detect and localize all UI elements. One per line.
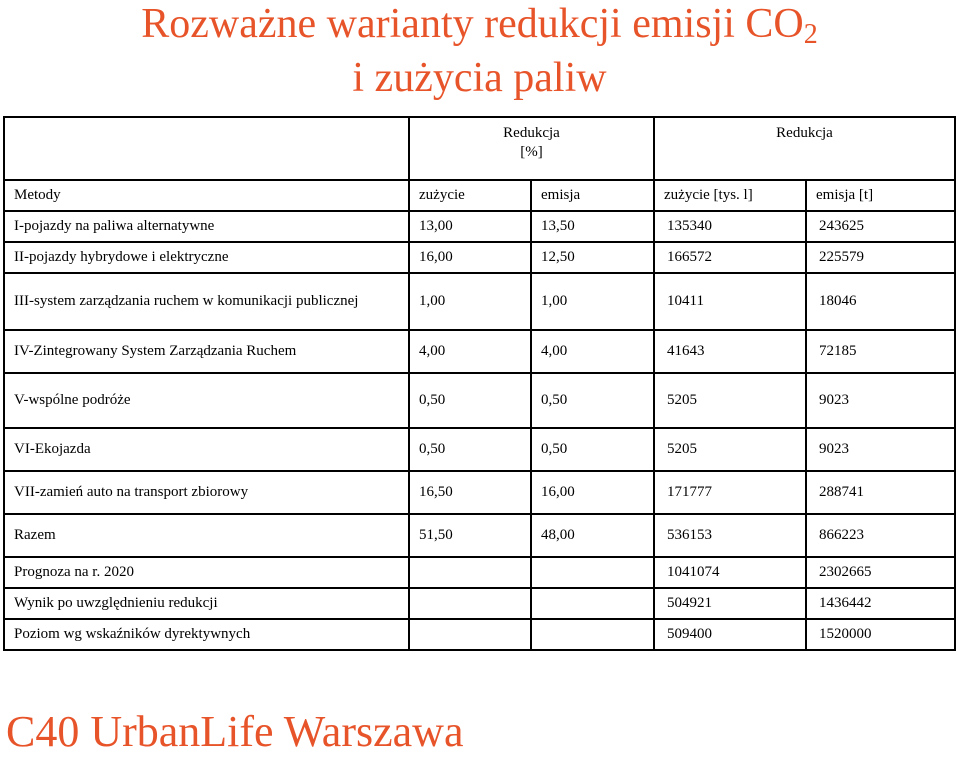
abs-consumption-cell: 171777 <box>654 471 806 514</box>
pct-consumption-cell: 4,00 <box>409 330 531 373</box>
title-main-text: Rozważne warianty redukcji emisji CO <box>141 1 804 47</box>
pct-consumption-cell <box>409 619 531 650</box>
header-reduction-percent <box>409 117 654 180</box>
pct-emission-cell: 16,00 <box>531 471 654 514</box>
table-row <box>4 242 955 273</box>
abs-emission-cell: 866223 <box>806 514 955 557</box>
abs-consumption-cell: 5205 <box>654 428 806 471</box>
abs-emission-cell: 9023 <box>806 373 955 428</box>
method-cell: IV-Zintegrowany System Zarządzania Ruchem <box>4 330 409 373</box>
pct-consumption-cell: 13,00 <box>409 211 531 242</box>
summary-row-after-reduction <box>4 588 955 619</box>
abs-consumption-cell: 5205 <box>654 373 806 428</box>
table-header-group-row <box>4 117 955 180</box>
summary-row-total <box>4 514 955 557</box>
method-cell: VI-Ekojazda <box>4 428 409 471</box>
abs-consumption-cell: 1041074 <box>654 557 806 588</box>
summary-label-cell: Razem <box>4 514 409 557</box>
abs-consumption-cell: 135340 <box>654 211 806 242</box>
pct-consumption-cell: 0,50 <box>409 428 531 471</box>
header-reduction-percent-unit: [%] <box>520 144 543 160</box>
footer-organization: C40 UrbanLife Warszawa <box>6 707 464 756</box>
pct-emission-cell: 0,50 <box>531 428 654 471</box>
header-methods: Metody <box>4 180 409 211</box>
title-subscript: 2 <box>803 19 818 50</box>
table-row <box>4 428 955 471</box>
pct-consumption-cell: 51,50 <box>409 514 531 557</box>
header-reduction-absolute: Redukcja <box>654 117 955 180</box>
pct-emission-cell <box>531 588 654 619</box>
summary-row-forecast <box>4 557 955 588</box>
header-abs-emission: emisja [t] <box>806 180 955 211</box>
abs-emission-cell: 2302665 <box>806 557 955 588</box>
method-cell: V-wspólne podróże <box>4 373 409 428</box>
pct-consumption-cell <box>409 557 531 588</box>
table-row <box>4 330 955 373</box>
pct-emission-cell: 1,00 <box>531 273 654 330</box>
pct-consumption-cell: 1,00 <box>409 273 531 330</box>
header-pct-emission: emisja <box>531 180 654 211</box>
slide-title-line-2: i zużycia paliw <box>352 55 607 101</box>
slide-title-line-1 <box>0 0 959 59</box>
pct-emission-cell <box>531 557 654 588</box>
table-row <box>4 373 955 428</box>
pct-emission-cell: 12,50 <box>531 242 654 273</box>
abs-emission-cell: 288741 <box>806 471 955 514</box>
reduction-table <box>3 116 956 651</box>
table-header-columns-row <box>4 180 955 211</box>
pct-consumption-cell: 0,50 <box>409 373 531 428</box>
method-cell: I-pojazdy na paliwa alternatywne <box>4 211 409 242</box>
method-cell: II-pojazdy hybrydowe i elektryczne <box>4 242 409 273</box>
abs-emission-cell: 18046 <box>806 273 955 330</box>
table-row <box>4 211 955 242</box>
pct-emission-cell <box>531 619 654 650</box>
pct-emission-cell: 13,50 <box>531 211 654 242</box>
summary-label-cell: Wynik po uwzględnieniu redukcji <box>4 588 409 619</box>
abs-emission-cell: 243625 <box>806 211 955 242</box>
pct-consumption-cell <box>409 588 531 619</box>
summary-label-cell: Poziom wg wskaźników dyrektywnych <box>4 619 409 650</box>
abs-consumption-cell: 10411 <box>654 273 806 330</box>
abs-consumption-cell: 509400 <box>654 619 806 650</box>
abs-consumption-cell: 504921 <box>654 588 806 619</box>
pct-emission-cell: 48,00 <box>531 514 654 557</box>
abs-emission-cell: 1520000 <box>806 619 955 650</box>
abs-consumption-cell: 536153 <box>654 514 806 557</box>
summary-row-directive-level <box>4 619 955 650</box>
header-empty-cell <box>4 117 409 180</box>
pct-emission-cell: 0,50 <box>531 373 654 428</box>
abs-emission-cell: 225579 <box>806 242 955 273</box>
abs-emission-cell: 9023 <box>806 428 955 471</box>
method-cell: VII-zamień auto na transport zbiorowy <box>4 471 409 514</box>
abs-emission-cell: 1436442 <box>806 588 955 619</box>
pct-consumption-cell: 16,00 <box>409 242 531 273</box>
abs-emission-cell: 72185 <box>806 330 955 373</box>
table-row <box>4 471 955 514</box>
header-abs-consumption: zużycie [tys. l] <box>654 180 806 211</box>
abs-consumption-cell: 166572 <box>654 242 806 273</box>
summary-label-cell: Prognoza na r. 2020 <box>4 557 409 588</box>
method-cell: III-system zarządzania ruchem w komunikacji publicznej <box>4 273 409 330</box>
pct-emission-cell: 4,00 <box>531 330 654 373</box>
table-row <box>4 273 955 330</box>
header-reduction-percent-title: Redukcja <box>503 125 560 141</box>
header-pct-consumption: zużycie <box>409 180 531 211</box>
pct-consumption-cell: 16,50 <box>409 471 531 514</box>
abs-consumption-cell: 41643 <box>654 330 806 373</box>
